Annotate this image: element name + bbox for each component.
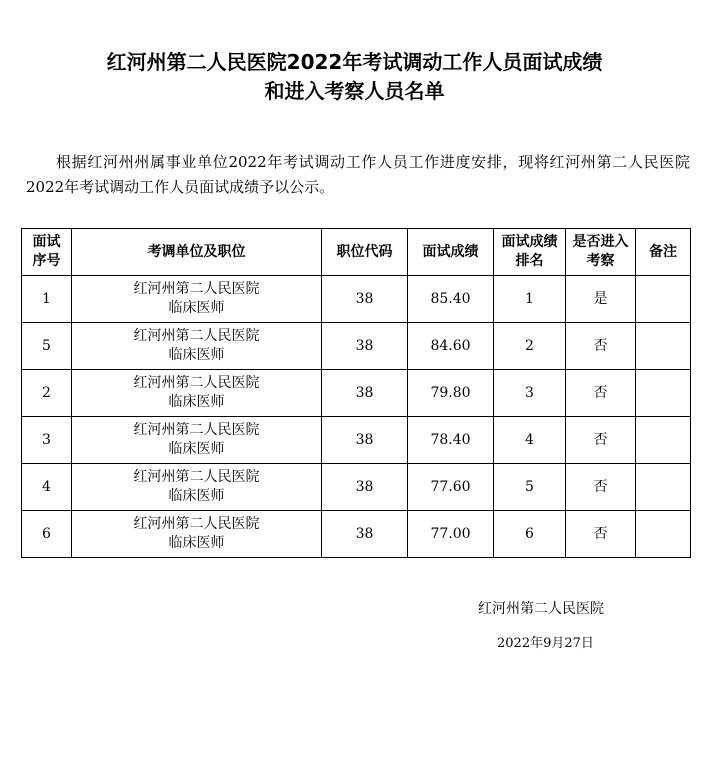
cell-code: 38: [322, 511, 408, 558]
cell-unit: 红河州第二人民医院: [133, 328, 260, 344]
cell-position: 临床医师: [168, 441, 225, 457]
cell-enter: 否: [566, 417, 636, 464]
cell-note: [636, 370, 691, 417]
cell-rank: 2: [494, 323, 566, 370]
header-row: [22, 229, 691, 276]
cell-position: 临床医师: [168, 394, 225, 410]
cell-enter: 否: [566, 370, 636, 417]
cell-enter: 否: [566, 464, 636, 511]
table-row: [22, 323, 691, 370]
cell-note: [636, 464, 691, 511]
cell-seq: 2: [22, 370, 72, 417]
cell-unit: 红河州第二人民医院: [133, 281, 260, 297]
cell-position: 临床医师: [168, 535, 225, 551]
cell-score: 77.60: [408, 464, 494, 511]
cell-position: 临床医师: [168, 488, 225, 504]
cell-unit-position: [72, 464, 322, 511]
table-row: [22, 511, 691, 558]
cell-unit-position: [72, 417, 322, 464]
footer-date: 2022年9月27日: [497, 636, 594, 651]
cell-unit: 红河州第二人民医院: [133, 422, 260, 438]
header-code: 职位代码: [322, 229, 408, 276]
cell-note: [636, 276, 691, 323]
table-row: [22, 464, 691, 511]
intro-paragraph: 根据红河州州属事业单位2022年考试调动工作人员工作进度安排，现将红河州第二人民医院2022年考试调动工作人员面试成绩予以公示。: [26, 153, 690, 196]
cell-seq: 6: [22, 511, 72, 558]
cell-enter: 否: [566, 511, 636, 558]
cell-score: 84.60: [408, 323, 494, 370]
cell-rank: 6: [494, 511, 566, 558]
cell-unit-position: [72, 276, 322, 323]
cell-seq: 5: [22, 323, 72, 370]
cell-seq: 4: [22, 464, 72, 511]
table-row: [22, 370, 691, 417]
cell-unit: 红河州第二人民医院: [133, 516, 260, 532]
cell-position: 临床医师: [168, 347, 225, 363]
cell-rank: 4: [494, 417, 566, 464]
cell-enter: 是: [566, 276, 636, 323]
cell-code: 38: [322, 370, 408, 417]
cell-enter: 否: [566, 323, 636, 370]
cell-unit: 红河州第二人民医院: [133, 375, 260, 391]
cell-rank: 1: [494, 276, 566, 323]
cell-unit-position: [72, 323, 322, 370]
cell-note: [636, 417, 691, 464]
title-line-2: 和进入考察人员名单: [264, 79, 445, 103]
cell-code: 38: [322, 323, 408, 370]
cell-note: [636, 323, 691, 370]
cell-score: 85.40: [408, 276, 494, 323]
cell-rank: 3: [494, 370, 566, 417]
title-line-1: 红河州第二人民医院2022年考试调动工作人员面试成绩: [106, 50, 603, 74]
results-table: [21, 228, 691, 558]
cell-unit: 红河州第二人民医院: [133, 469, 260, 485]
cell-score: 79.80: [408, 370, 494, 417]
header-score: 面试成绩: [408, 229, 494, 276]
table-row: [22, 417, 691, 464]
document-title: [0, 48, 709, 106]
table-row: [22, 276, 691, 323]
cell-unit-position: [72, 370, 322, 417]
cell-rank: 5: [494, 464, 566, 511]
cell-score: 78.40: [408, 417, 494, 464]
header-seq: 面试 序号: [22, 229, 72, 276]
header-rank: 面试成绩 排名: [494, 229, 566, 276]
header-note: 备注: [636, 229, 691, 276]
cell-seq: 3: [22, 417, 72, 464]
cell-code: 38: [322, 276, 408, 323]
header-unit-position: 考调单位及职位: [72, 229, 322, 276]
cell-note: [636, 511, 691, 558]
cell-unit-position: [72, 511, 322, 558]
cell-code: 38: [322, 464, 408, 511]
footer-organization: 红河州第二人民医院: [478, 601, 604, 617]
cell-seq: 1: [22, 276, 72, 323]
cell-code: 38: [322, 417, 408, 464]
cell-score: 77.00: [408, 511, 494, 558]
table-body: [22, 276, 691, 558]
header-enter: 是否进入 考察: [566, 229, 636, 276]
table-header: [22, 229, 691, 276]
cell-position: 临床医师: [168, 300, 225, 316]
